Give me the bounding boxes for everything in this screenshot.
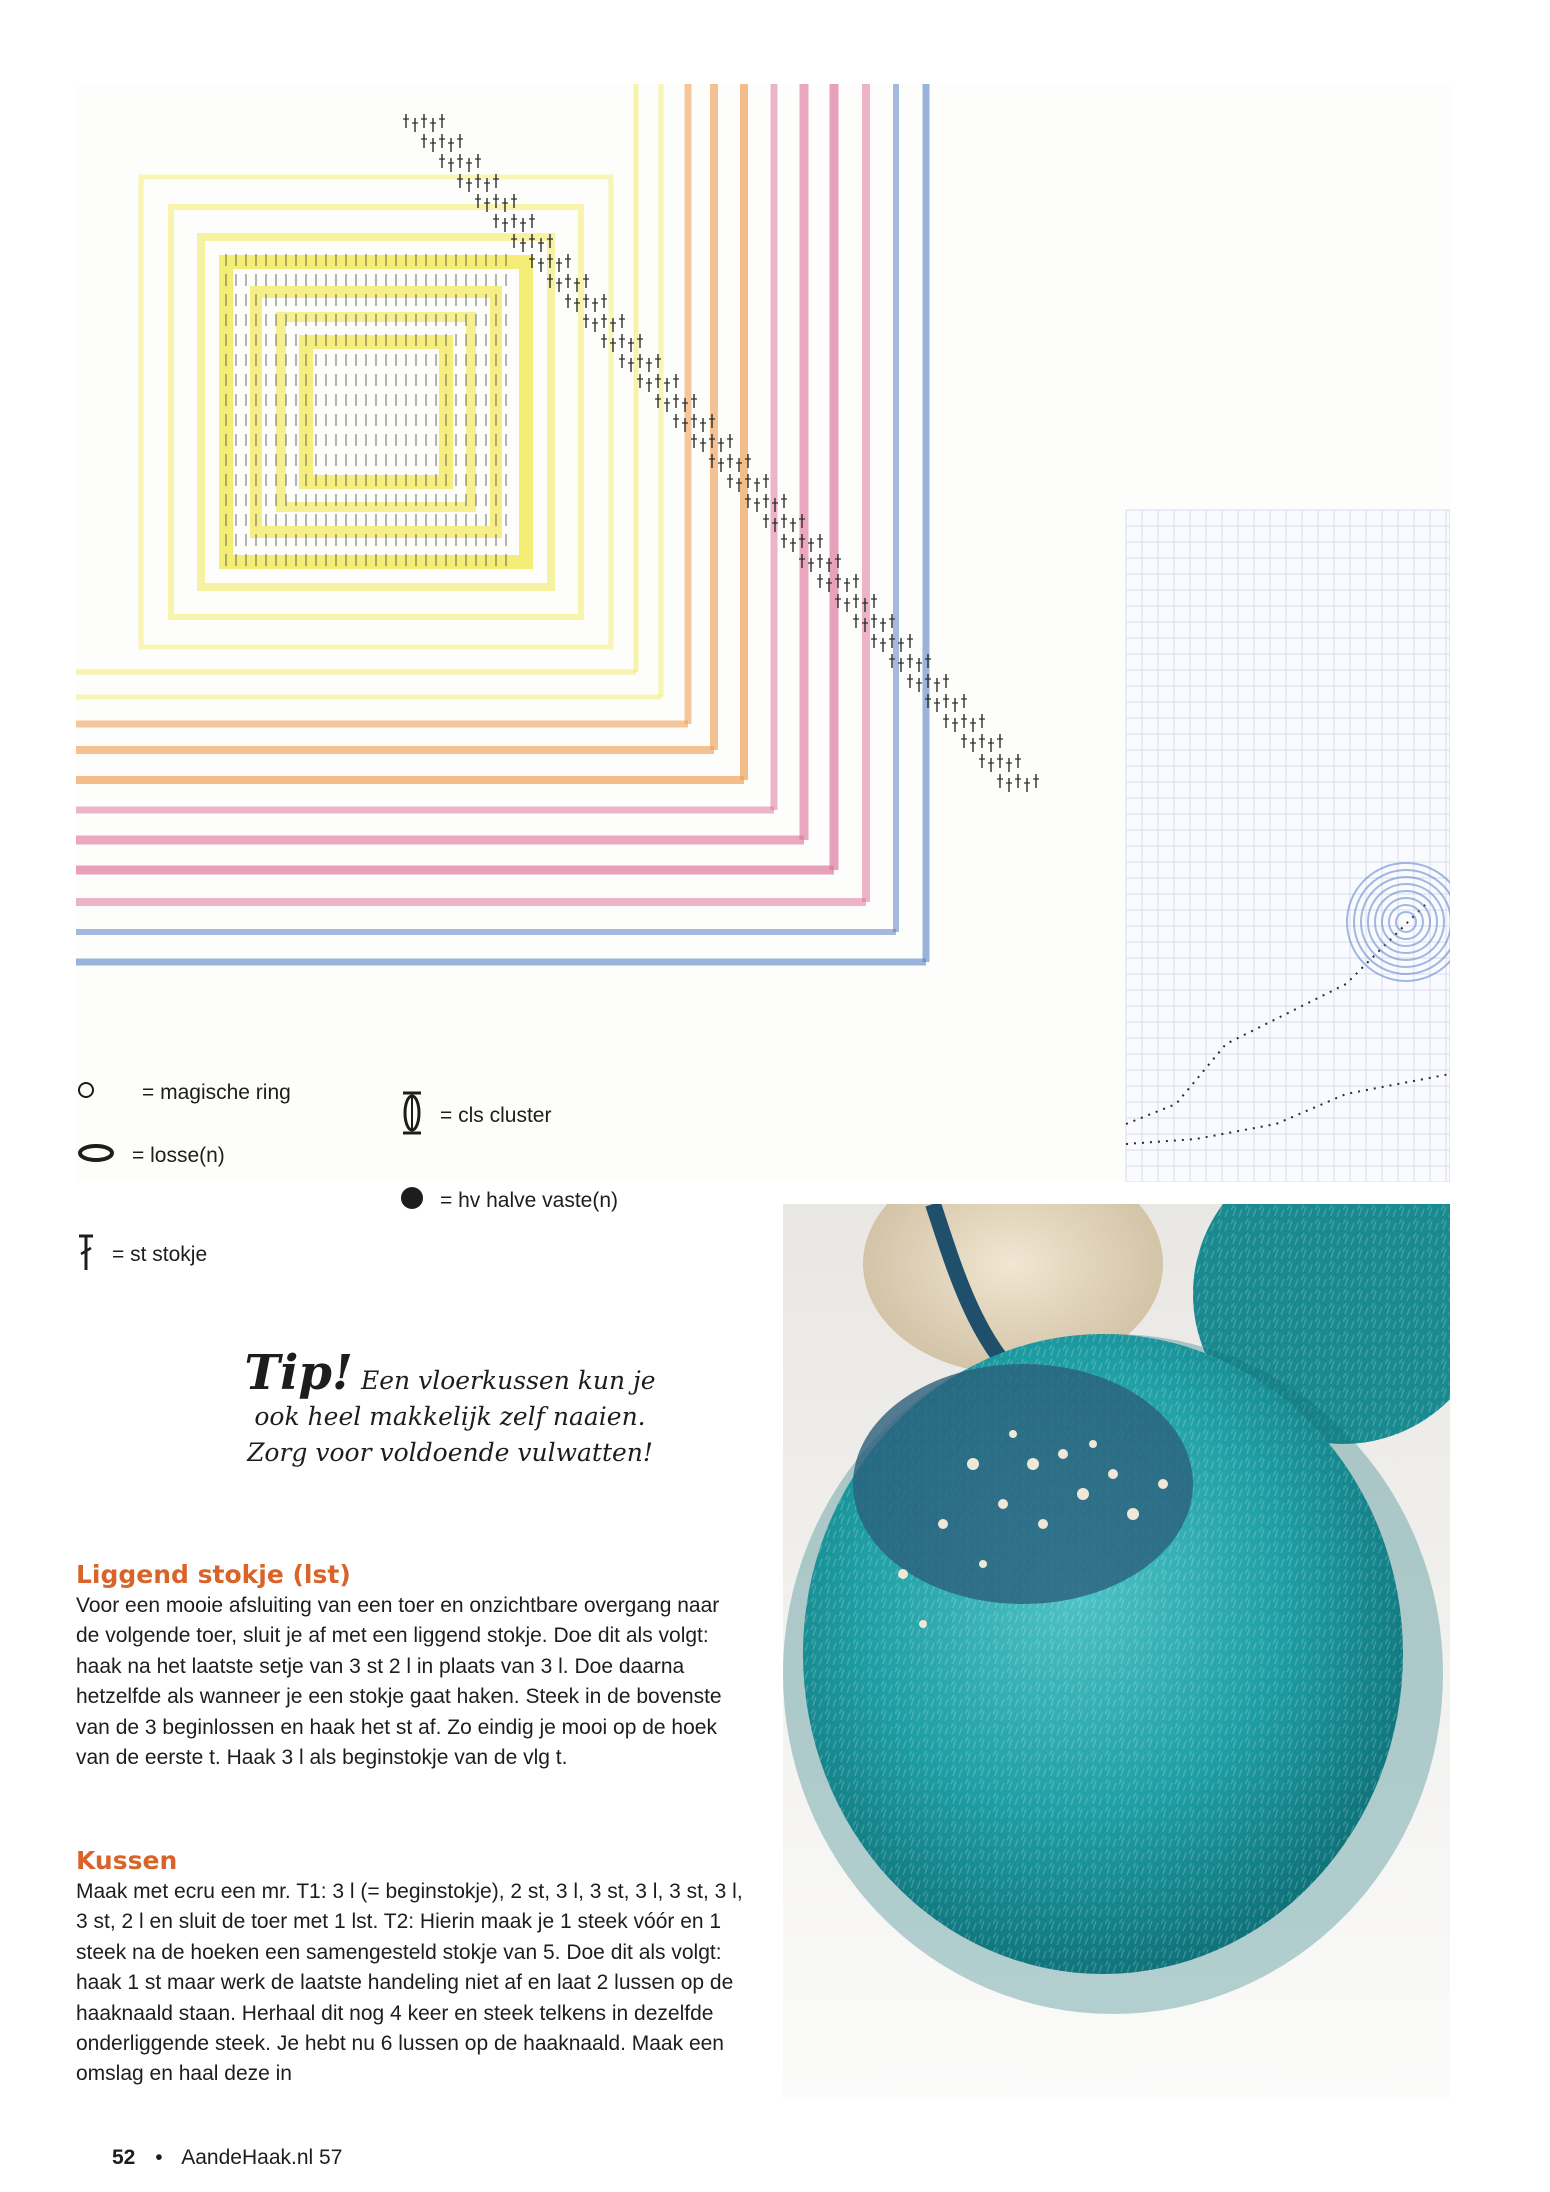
legend-treble (76, 1232, 207, 1278)
pompom-photo (783, 1204, 1450, 2099)
legend-cluster-label: = cls cluster (440, 1104, 552, 1127)
legend-chain-label: = losse(n) (132, 1144, 225, 1167)
tip-line-3: Zorg voor voldoende vulwatten! (247, 1438, 653, 1467)
section-liggend-stokje (76, 1560, 744, 1773)
page-footer (112, 2146, 342, 2170)
chart-drawing (76, 84, 1450, 1182)
crochet-chart (76, 84, 1450, 1182)
treble-stitch-icon (76, 1232, 96, 1278)
circle-outline-icon (76, 1080, 96, 1106)
legend-cluster (400, 1090, 551, 1142)
section-kussen (76, 1846, 744, 2090)
footer-bullet: • (155, 2146, 163, 2169)
page-number: 52 (112, 2146, 136, 2169)
footer-site: AandeHaak.nl 57 (181, 2146, 343, 2169)
legend-magic-ring (76, 1080, 291, 1106)
legend-magic-ring-label: = magische ring (142, 1081, 291, 1104)
oval-icon (76, 1142, 116, 1170)
section-body: Maak met ecru een mr. T1: 3 l (= beginstokje), 2 st, 3 l, 3 st, 3 l, 3 st, 3 l, 3 st, 2 l en sluit de toer met 1 lst. T2: Hierin maak je 1 steek vóór en 1 steek na de hoeken een samengesteld stokje van 5. Doe dit als volgt: haak 1 st maar werk de laatste handeling niet af en laat 2 lussen op de haaknaald staan. Herhaal dit nog 4 keer en steek telkens in dezelfde onderliggende steek. Je hebt nu 6 lussen op de haaknaald. Maak een omslag en haal deze in (76, 1880, 743, 2086)
tip-box (140, 1345, 760, 1471)
tip-line-2: ook heel makkelijk zelf naaien. (254, 1402, 646, 1431)
section-body: Voor een mooie afsluiting van een toer en onzichtbare overgang naar de volgende toer, sluit je af met een liggend stokje. Doe dit als volgt: haak na het laatste setje van 3 st 2 l in plaats van 3 l. Doe daarna hetzelfde als wanneer je een stokje gaat haken. Steek in de bovenste van de 3 beginlossen en haak het st af. Zo eindig je mooi op de hoek van de eerste t. Haak 3 l als beginstokje van de vlg t. (76, 1594, 722, 1770)
legend-chain (76, 1142, 225, 1170)
section-heading: Liggend stokje (lst) (76, 1560, 351, 1589)
legend-slip-stitch (400, 1186, 618, 1216)
cluster-icon (400, 1090, 424, 1142)
legend-treble-label: = st stokje (112, 1243, 208, 1266)
tip-line-1: Een vloerkussen kun je (360, 1366, 656, 1395)
section-heading: Kussen (76, 1846, 178, 1875)
legend-slip-stitch-label: = hv halve vaste(n) (440, 1189, 619, 1212)
filled-dot-icon (400, 1186, 424, 1216)
tip-heading: Tip! (244, 1345, 353, 1401)
